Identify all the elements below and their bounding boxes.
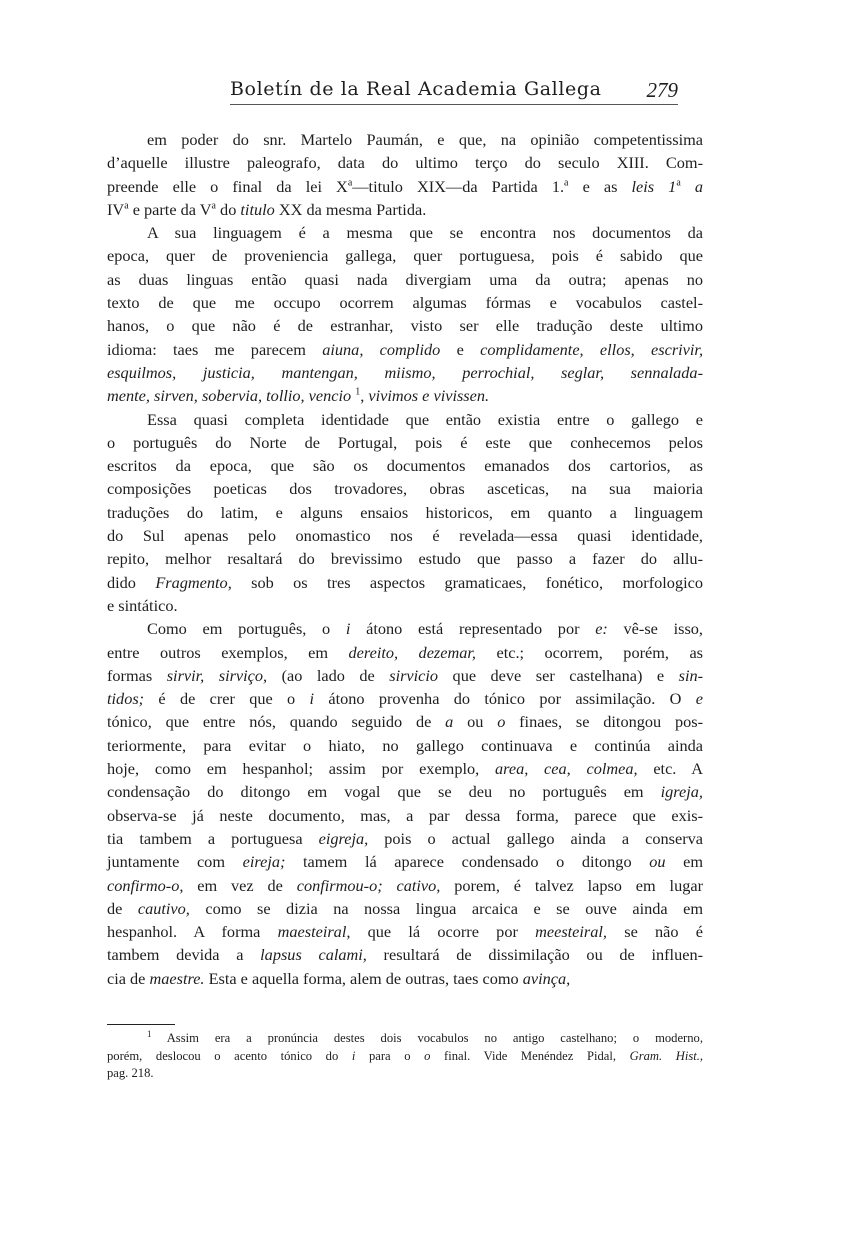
text-run: hespanhol. A forma bbox=[107, 922, 278, 942]
text-line bbox=[107, 198, 703, 221]
text-run: para o bbox=[355, 1048, 425, 1063]
text-line bbox=[107, 338, 703, 361]
superscript: 1 bbox=[355, 386, 361, 398]
text-run: eigreja, bbox=[318, 828, 369, 848]
text-run: pois o actual gallego ainda a conserva bbox=[368, 828, 703, 848]
text-run: Fragmento, bbox=[155, 572, 232, 592]
text-run: em bbox=[665, 852, 703, 872]
text-run: —titulo XIX—da Partida 1. bbox=[352, 176, 565, 196]
text-run: etc. A bbox=[637, 759, 703, 779]
text-line bbox=[107, 710, 703, 733]
text-run: idioma: taes me parecem bbox=[107, 339, 323, 359]
text-run: sin- bbox=[678, 665, 704, 685]
text-line bbox=[107, 221, 703, 244]
text-run: o bbox=[424, 1048, 431, 1063]
text-run: átono provenha do tónico por assimilação. O bbox=[314, 689, 696, 709]
text-line bbox=[107, 827, 703, 850]
text-line bbox=[107, 128, 703, 151]
page-number: 279 bbox=[646, 78, 678, 102]
text-run: a bbox=[445, 712, 454, 732]
text-run: cautivo, bbox=[137, 898, 190, 918]
text-run: porém, deslocou o acento tónico do bbox=[107, 1048, 352, 1063]
superscript: a bbox=[676, 177, 681, 189]
text-line bbox=[107, 571, 703, 594]
text-run: teriormente, para evitar o hiato, no gallego continuava e continúa ainda bbox=[107, 735, 703, 755]
text-line bbox=[107, 431, 703, 454]
text-run: pag. 218. bbox=[107, 1066, 154, 1080]
text-run: e as bbox=[568, 176, 632, 196]
text-run: ou bbox=[453, 712, 498, 732]
text-run: sirvicio bbox=[389, 665, 439, 685]
text-run: como se dizia na nossa lingua arcaica e se ouve ainda em bbox=[189, 898, 704, 918]
text-run: vivimos e vivissen. bbox=[368, 386, 490, 406]
text-run: Assim era a pronúncia destes dois vocabulos no antigo castelhano; o moderno, bbox=[151, 1031, 703, 1045]
text-run: o bbox=[497, 712, 506, 732]
text-run: epoca, quer de proveniencia gallega, quer portuguesa, pois é sabido que bbox=[107, 246, 703, 266]
text-run: traduções do latim, e alguns ensaios historicos, em quanto a linguagem bbox=[107, 502, 703, 522]
text-line bbox=[107, 175, 703, 198]
text-run: e parte da V bbox=[128, 199, 212, 219]
text-run: confirmo-o, bbox=[107, 875, 184, 895]
text-line bbox=[107, 664, 703, 687]
text-run: area, cea, colmea, bbox=[494, 759, 638, 779]
text-run: preende elle o final da lei X bbox=[107, 176, 348, 196]
text-run: IV bbox=[107, 199, 125, 219]
text-run: repito, melhor resaltará do brevissimo estudo que passo a fazer do allu- bbox=[107, 549, 703, 569]
text-line bbox=[107, 943, 703, 966]
text-run: Como em português, o bbox=[147, 619, 346, 639]
text-run: que deve ser castelhana) e bbox=[438, 665, 679, 685]
text-line bbox=[107, 151, 703, 174]
footnote-line bbox=[107, 1048, 703, 1066]
footnotes bbox=[107, 1030, 703, 1083]
text-run: escritos da epoca, que são os documentos emanados dos cartorios, as bbox=[107, 456, 703, 476]
text-run: de bbox=[107, 898, 138, 918]
body-text bbox=[107, 128, 703, 990]
text-run: igreja, bbox=[660, 782, 703, 802]
text-line bbox=[107, 361, 703, 384]
text-run: mente, sirven, sobervia, tollio, vencio bbox=[107, 386, 352, 406]
text-run: juntamente com bbox=[107, 852, 243, 872]
text-run: composições poeticas dos trovadores, obras asceticas, na sua maioria bbox=[107, 479, 703, 499]
text-run: vê-se isso, bbox=[607, 619, 703, 639]
text-line bbox=[107, 384, 703, 407]
text-run: maesteiral, bbox=[277, 922, 351, 942]
text-run: i bbox=[345, 619, 351, 639]
text-run: hoje, como em hespanhol; assim por exemplo, bbox=[107, 759, 495, 779]
text-line bbox=[107, 757, 703, 780]
text-line bbox=[107, 314, 703, 337]
text-run: etc.; ocorrem, porém, as bbox=[476, 642, 704, 662]
text-run: e bbox=[440, 339, 481, 359]
text-run: eireja; bbox=[242, 852, 286, 872]
text-run: cia de bbox=[107, 968, 150, 988]
text-line bbox=[107, 477, 703, 500]
running-header bbox=[230, 78, 700, 108]
text-run: o português do Norte de Portugal, pois é este que conhecemos pelos bbox=[107, 432, 703, 452]
header-rule bbox=[230, 104, 678, 105]
text-line bbox=[107, 408, 703, 431]
footnote-line bbox=[107, 1065, 703, 1083]
text-run: tidos; bbox=[107, 689, 145, 709]
text-run: texto de que me occupo ocorrem algumas fórmas e vocabulos castel- bbox=[107, 293, 703, 313]
superscript: 1 bbox=[147, 1028, 152, 1039]
text-run: titulo bbox=[240, 199, 275, 219]
text-run: e: bbox=[595, 619, 608, 639]
text-run: finaes, se ditongou pos- bbox=[505, 712, 704, 732]
footnote-line bbox=[107, 1030, 703, 1048]
text-line bbox=[107, 687, 703, 710]
text-run: tónico, que entre nós, quando seguido de bbox=[107, 712, 446, 732]
text-run: do bbox=[215, 199, 241, 219]
text-run: hanos, o que não é de estranhar, visto ser elle tradução deste ultimo bbox=[107, 316, 703, 336]
text-run: em vez de bbox=[183, 875, 297, 895]
text-run: Esta e aquella forma, alem de outras, taes como bbox=[204, 968, 523, 988]
text-line bbox=[107, 501, 703, 524]
text-run: lapsus calami, bbox=[260, 945, 367, 965]
text-run: em poder do snr. Martelo Paumán, e que, na opinião competentissima bbox=[147, 130, 703, 149]
text-line bbox=[107, 734, 703, 757]
text-run: átono está representado por bbox=[350, 619, 596, 639]
text-line bbox=[107, 850, 703, 873]
text-run: se não é bbox=[607, 922, 703, 942]
text-run: ou bbox=[649, 852, 666, 872]
text-run: tamem lá aparece condensado o ditongo bbox=[285, 852, 650, 872]
text-run: i bbox=[309, 689, 315, 709]
text-line bbox=[107, 967, 703, 990]
text-run: observa-se já neste documento, mas, a par dessa forma, parece que exis- bbox=[107, 805, 703, 825]
text-run: formas bbox=[107, 665, 167, 685]
superscript: a bbox=[564, 177, 569, 189]
text-run: condensação do ditongo em vogal que se deu no português em bbox=[107, 782, 661, 802]
text-run: Essa quasi completa identidade que então existia entre o gallego e bbox=[147, 409, 703, 429]
text-run: dido bbox=[107, 572, 156, 592]
superscript: a bbox=[124, 200, 129, 212]
text-line bbox=[107, 268, 703, 291]
text-line bbox=[107, 804, 703, 827]
text-run: maestre. bbox=[149, 968, 205, 988]
text-run: leis 1 bbox=[631, 176, 677, 196]
text-line bbox=[107, 594, 703, 617]
text-run: dereito, dezemar, bbox=[348, 642, 476, 662]
text-run: A sua linguagem é a mesma que se encontra nos documentos da bbox=[147, 223, 703, 243]
text-run: tambem devida a bbox=[107, 945, 261, 965]
text-run: i bbox=[351, 1048, 356, 1063]
text-run: meesteiral, bbox=[535, 922, 607, 942]
superscript: a bbox=[211, 200, 216, 212]
text-run: que lá ocorre por bbox=[350, 922, 536, 942]
text-run: porem, é talvez lapso em lugar bbox=[440, 875, 704, 895]
superscript: a bbox=[347, 177, 353, 189]
text-line bbox=[107, 897, 703, 920]
text-run: Gram. Hist., bbox=[629, 1048, 704, 1063]
text-run: sob os tres aspectos gramaticaes, fonético, morfologico bbox=[231, 572, 703, 592]
text-run: e sintático. bbox=[107, 595, 178, 615]
text-run: XX da mesma Partida. bbox=[274, 199, 427, 219]
text-run: tia tambem a portuguesa bbox=[107, 828, 319, 848]
text-run: , bbox=[360, 386, 369, 406]
text-run: entre outros exemplos, em bbox=[107, 642, 349, 662]
text-run: aiuna, complido bbox=[322, 339, 441, 359]
text-line bbox=[107, 780, 703, 803]
text-run: e bbox=[695, 689, 703, 709]
footnote-rule bbox=[107, 1024, 175, 1025]
text-run: avinça, bbox=[522, 968, 571, 988]
text-run: final. Vide Menéndez Pidal, bbox=[430, 1048, 630, 1063]
text-run: (ao lado de bbox=[267, 665, 390, 685]
text-run: confirmou-o; cativo, bbox=[296, 875, 441, 895]
text-run: sirvir, sirviço, bbox=[166, 665, 268, 685]
text-run: as duas linguas então quasi nada divergiam uma da outra; apenas no bbox=[107, 269, 703, 289]
text-run: complidamente, ellos, escrivir, bbox=[480, 339, 704, 359]
text-run: esquilmos, justicia, mantengan, miismo, perrochial, seglar, sennalada- bbox=[107, 362, 703, 382]
text-line bbox=[107, 454, 703, 477]
text-line bbox=[107, 920, 703, 943]
text-line bbox=[107, 291, 703, 314]
text-run: é de crer que o bbox=[144, 689, 310, 709]
text-line bbox=[107, 874, 703, 897]
text-line bbox=[107, 617, 703, 640]
text-run: d’aquelle illustre paleografo, data do ultimo terço do seculo XIII. Com- bbox=[107, 153, 703, 173]
text-line bbox=[107, 641, 703, 664]
text-run: resultará de dissimilação ou de influen- bbox=[366, 945, 704, 965]
text-line bbox=[107, 244, 703, 267]
text-run: do Sul apenas pelo onomastico nos é revelada—essa quasi identidade, bbox=[107, 526, 703, 546]
text-line bbox=[107, 524, 703, 547]
text-line bbox=[107, 547, 703, 570]
running-title: Boletín de la Real Academia Gallega bbox=[230, 78, 602, 100]
text-run: a bbox=[680, 176, 703, 196]
